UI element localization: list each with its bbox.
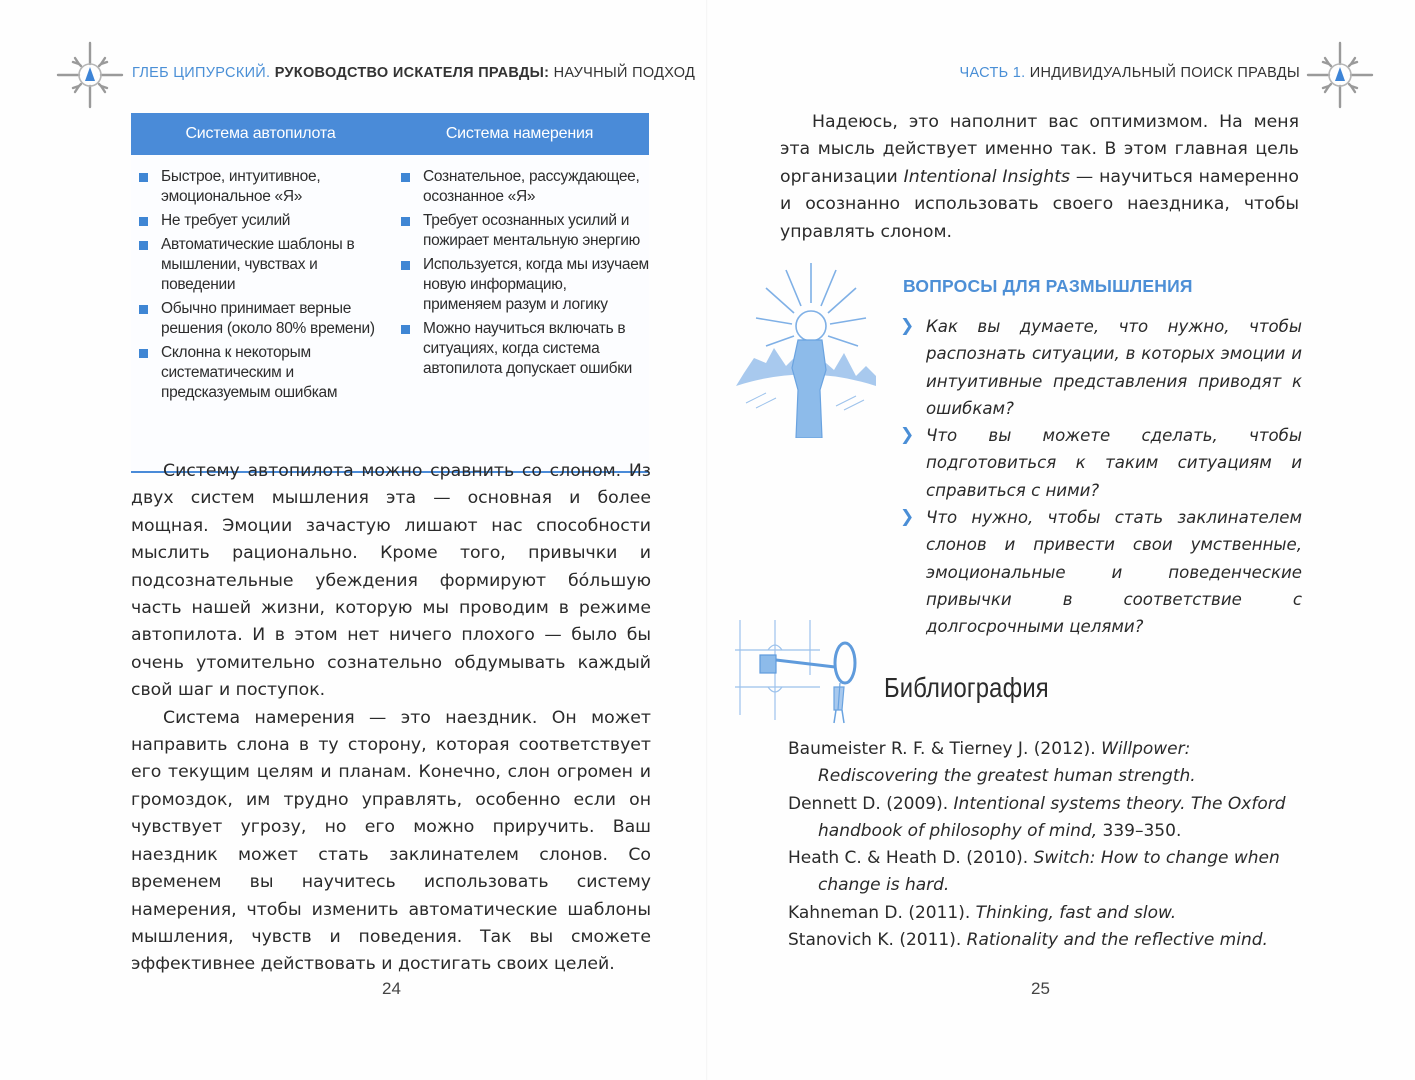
chevron-right-icon: ❯ [900,507,915,528]
table-body [131,155,649,473]
chevron-right-icon: ❯ [900,316,915,336]
table-item: Обычно принимает верные решения (около 80% времени) [137,299,387,339]
bibliography-heading: Библиография [884,672,1049,703]
part-title: ИНДИВИДУАЛЬНЫЙ ПОИСК ПРАВДЫ [1029,65,1300,81]
author-name: ГЛЕБ ЦИПУРСКИЙ. [132,65,271,81]
bibliography-entry: Baumeister R. F. & Tierney J. (2012). Willpower: Rediscovering the greatest human strength. [788,739,1196,787]
compass-icon [1305,40,1375,110]
square-bullet-icon [139,349,148,358]
table-item: Не требует усилий [137,211,387,231]
bibliography-entry: Kahneman D. (2011). Thinking, fast and slow. [788,902,1177,923]
column-autopilot [131,167,387,471]
left-page [0,0,706,1080]
bibliography-list [788,736,1300,954]
paragraph: Систему автопилота можно сравнить со слоном. Из двух систем мышления эта — основная и более мощная. Эмоции зачастую лишают нас способности мыслить рационально. Кроме того, привычки и подсознательные убеждения формируют бóльшую часть нашей жизни, которую мы проводим в режиме автопилота. И в этом нет ничего плохого — было бы очень утомительно сознательно обдумывать каждый свой шаг и поступок. [131,461,651,701]
table-item: Автоматические шаблоны в мышлении, чувствах и поведении [137,235,387,295]
organization-name: Intentional Insights [903,166,1070,187]
header-autopilot: Система автопилота [185,125,336,142]
question-item: ❯ Что вы можете сделать, чтобы подготовиться к таким ситуациям и справиться с ними? [900,422,1302,504]
square-bullet-icon [139,217,148,226]
body-text [780,109,1299,246]
bibliography-entry: Heath C. & Heath D. (2010). Switch: How to change when change is hard. [788,848,1280,896]
running-head [960,65,1300,81]
page-number: 24 [382,979,401,998]
chevron-right-icon: ❯ [900,425,915,446]
table-item: Склонна к некоторым систематическим и предсказуемым ошибкам [137,343,387,403]
question-item: ❯ Как вы думаете, что нужно, чтобы распознать ситуации, в которых эмоции и интуитивные представления приводят к ошибкам? [900,313,1302,422]
square-bullet-icon [139,305,148,314]
square-bullet-icon [401,217,410,226]
question-item: ❯ Что нужно, чтобы стать заклинателем слонов и привести свои умственные, эмоциональные и поведенческие привычки в соответствие с долгосрочными целями? [900,504,1302,640]
table-item: Требует осознанных усилий и пожирает ментальную энергию [399,211,649,251]
table-header [131,113,649,155]
bibliography-entry: Dennett D. (2009). Intentional systems theory. The Oxford handbook of philosophy of mind, 339–350. [788,793,1286,841]
square-bullet-icon [401,325,410,334]
right-page [708,0,1415,1080]
table-item: Используется, когда мы изучаем новую информацию, применяем разум и логику [399,255,649,315]
table-item: Можно научиться включать в ситуациях, когда система автопилота допускает ошибки [399,319,649,379]
square-bullet-icon [139,173,148,182]
paragraph: Надеюсь, это наполнит вас оптимизмом. На меня эта мысль действует именно так. В этом главная цель организации Intentional Insights — научиться намеренно и осознанно использовать своего наездника, чтобы управлять слоном. [780,112,1299,242]
header-intentional: Система намерения [445,125,594,142]
square-bullet-icon [401,261,410,270]
book-title: РУКОВОДСТВО ИСКАТЕЛЯ ПРАВДЫ: [274,65,550,81]
table-item: Быстрое, интуитивное, эмоциональное «Я» [137,167,387,207]
questions-list [900,313,1302,641]
paragraph: Система намерения — это наездник. Он может направить слона в ту сторону, которая соответствует его текущим целям и планам. Конечно, слон огромен и громоздок, им трудно управлять, особенно если он чувствует угрозу, но его можно приручить. Ваш наездник может стать заклинателем слонов. Со временем вы научитесь использовать систему намерения, чтобы изменить автоматические шаблоны мышления, чувств и поведения. Так вы сможете эффективнее действовать и достигать своих целей. [131,707,651,975]
part-label: ЧАСТЬ 1. [959,65,1026,81]
lightbulb-illustration-icon [726,258,886,438]
comparison-table [131,113,649,473]
column-intentional [387,167,649,471]
compass-icon [55,40,125,110]
square-bullet-icon [401,173,410,182]
square-bullet-icon [139,241,148,250]
questions-heading: ВОПРОСЫ ДЛЯ РАЗМЫШЛЕНИЯ [903,276,1193,296]
book-subtitle: НАУЧНЫЙ ПОДХОД [553,65,696,81]
page-number: 25 [1031,979,1050,998]
key-illustration-icon [730,615,870,725]
running-head [132,65,695,81]
bibliography-entry: Stanovich K. (2011). Rationality and the reflective mind. [788,930,1268,951]
table-item: Сознательное, рассуждающее, осознанное «Я» [399,167,649,207]
body-text [131,458,651,979]
